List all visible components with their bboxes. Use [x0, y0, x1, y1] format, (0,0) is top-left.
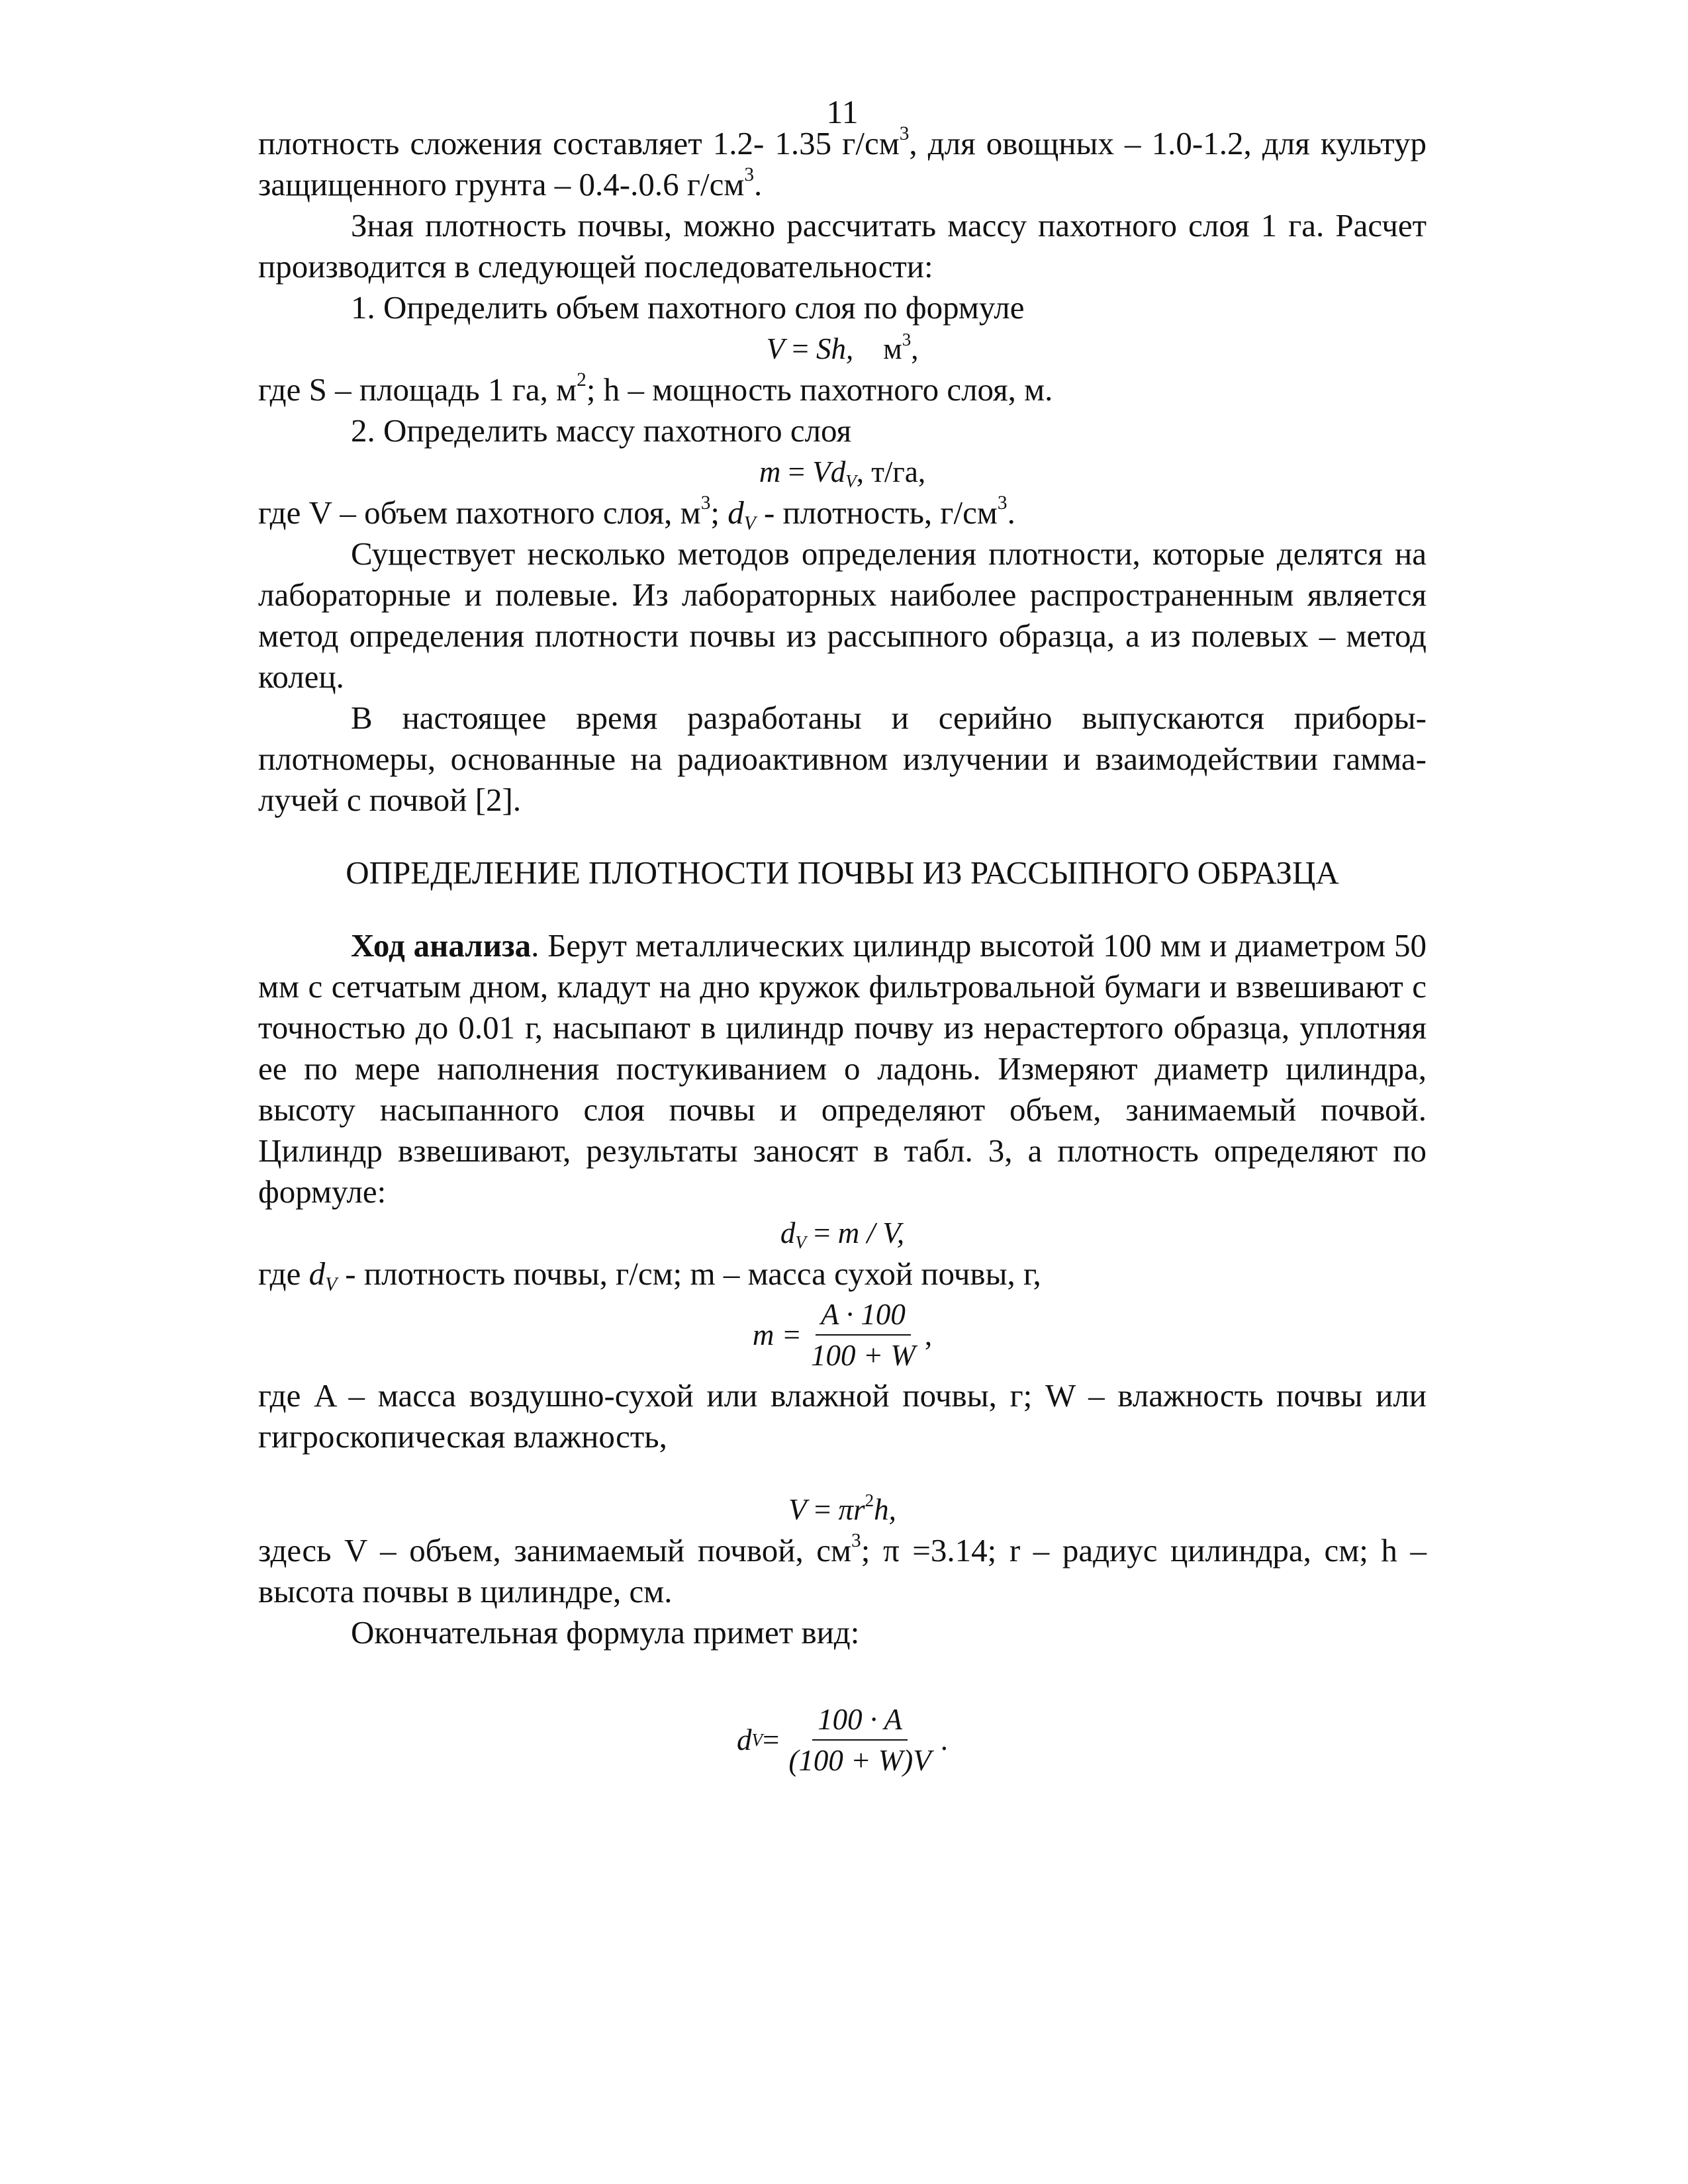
- formula-mass: $m = Vd_V$, т/га,: [759, 455, 926, 492]
- formula-density: $d_V = m / V$,: [780, 1216, 905, 1253]
- step-1: 1. Определить объем пахотного слоя по формуле: [351, 289, 1025, 326]
- paragraph-analysis: Ход анализа. Берут металлических цилиндр высотой 100 мм и диаметром 50 мм с сетчатым дном, кладут на дно кружок фильтровальной бумаги и взвешивают с точностью до 0.01 г, насыпают в цилиндр почву из нерастертого образца, уплотняя ее по мере наполнения постукиванием о ладонь. Измеряют диаметр цилиндра, высоту насыпанного слоя почвы и определяют объем, занимаемый почвой. Цилиндр взвешивают, результаты заносят в табл. 3, а плотность определяют по формуле:: [258, 927, 1427, 1210]
- section-heading: ОПРЕДЕЛЕНИЕ ПЛОТНОСТИ ПОЧВЫ ИЗ РАССЫПНОГО ОБРАЗЦА: [346, 854, 1339, 891]
- paragraph-mass-calc-intro: Зная плотность почвы, можно рассчитать массу пахотного слоя 1 га. Расчет производится в следующей последовательности:: [258, 207, 1427, 285]
- paragraph-methods: Существует несколько методов определения плотности, которые делятся на лабораторные и полевые. Из лабораторных наиболее распространенным является метод определения плотности почвы из рассыпного образца, а из полевых – метод колец.: [258, 535, 1427, 695]
- paragraph-final-formula: Окончательная формула примет вид:: [351, 1614, 860, 1651]
- formula-final-density: d V = $\frac{100 \cdot A}{(100 + W)V}$ .: [737, 1703, 948, 1777]
- paragraph-where-a: где A – масса воздушно-сухой или влажной почвы, г; W – влажность почвы или гигроскопическая влажность,: [258, 1377, 1427, 1455]
- page-body: [258, 123, 1427, 1780]
- fraction: $\frac{100 \cdot A}{(100 + W)V}$: [788, 1703, 931, 1777]
- paragraph-density-values: плотность сложения составляет 1.2- 1.35 $г/см^3$, для овощных – 1.0-1.2, для культур защищенного грунта – 0.4-.0.6 $г/см^3$.: [258, 122, 1427, 203]
- fraction: $\frac{A \cdot 100}{100 + W}$: [811, 1298, 915, 1372]
- paragraph-where-dv: где $d_V$ - плотность почвы, г/см; m – масса сухой почвы, г,: [258, 1255, 1041, 1295]
- formula-cylinder-volume: $V = \pi r^2h$,: [788, 1490, 896, 1526]
- paragraph-where-s: где S – площадь 1 га, $м^2$; h – мощность пахотного слоя, м.: [258, 369, 1053, 408]
- page-number: 11: [826, 93, 859, 130]
- paragraph-where-volume: здесь V – объем, занимаемый почвой, $см^3$; π =3.14; r – радиус цилиндра, см; h – высота почвы в цилиндре, см.: [258, 1529, 1427, 1610]
- paragraph-devices: В настоящее время разработаны и серийно выпускаются приборы-плотномеры, основанные на радиоактивном излучении и взаимодействии гамма-лучей с почвой [2].: [258, 700, 1427, 818]
- paragraph-where-v: где V – объем пахотного слоя, $м^3$; $d_V$ - плотность, $г/см^3$.: [258, 492, 1015, 534]
- step-2: 2. Определить массу пахотного слоя: [351, 412, 852, 449]
- formula-volume: V = Sh, $м^3$,: [766, 329, 919, 365]
- formula-dry-mass: m = $\frac{A \cdot 100}{100 + W}$ ,: [752, 1298, 933, 1372]
